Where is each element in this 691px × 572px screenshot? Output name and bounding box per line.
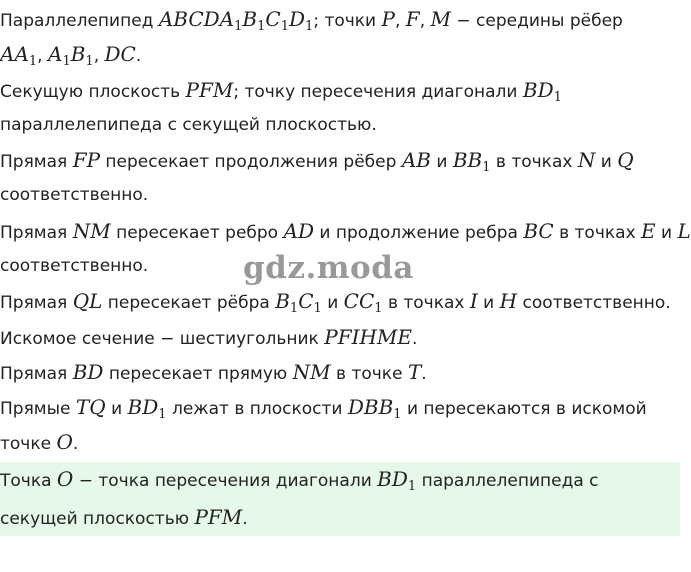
text-line — [0, 249, 148, 283]
math-symbol: QL — [72, 289, 103, 313]
math-symbol: L — [677, 219, 691, 243]
text-line — [0, 2, 623, 36]
math-symbol: PFIHME — [324, 325, 412, 349]
math-symbol: O — [56, 467, 74, 491]
math-symbol: $BB_1$ — [452, 148, 491, 175]
math-symbol: Q — [617, 148, 634, 172]
math-symbol: AB — [401, 148, 431, 172]
math-symbol: $B_1$ — [242, 7, 266, 34]
math-symbol: O — [56, 430, 73, 454]
math-symbol: $BD_1$ — [522, 78, 562, 105]
text-line — [0, 390, 647, 424]
text-line — [0, 355, 427, 389]
math-subscript: 1 — [482, 160, 491, 175]
math-subscript: 1 — [62, 54, 71, 69]
math-subscript: 1 — [313, 301, 322, 316]
text-line — [0, 73, 562, 107]
text-segment: . — [72, 434, 79, 454]
math-symbol: $BD_1$ — [377, 467, 417, 494]
text-segment: Прямая — [0, 223, 73, 243]
math-symbol: P — [381, 7, 395, 31]
text-line — [0, 37, 141, 71]
math-symbol: $ABCDA_1$ — [158, 7, 243, 34]
text-segment: и — [105, 399, 128, 419]
text-segment: и — [321, 293, 344, 313]
text-line — [0, 500, 248, 534]
text-segment: секущей плоскостью — [0, 509, 195, 529]
math-symbol: BC — [523, 219, 554, 243]
math-symbol: $CC_1$ — [343, 289, 383, 316]
text-line — [0, 284, 671, 318]
text-segment: в точках — [553, 223, 642, 243]
text-segment: пересекает ребро — [110, 223, 284, 243]
math-subscript: 1 — [289, 301, 299, 316]
text-line — [0, 108, 377, 142]
text-segment: точке — [0, 434, 57, 454]
text-segment: соответственно. — [0, 185, 149, 205]
text-segment: и — [477, 293, 500, 313]
text-segment: и — [655, 223, 678, 243]
math-subscript: 1 — [28, 54, 38, 69]
math-subscript: 1 — [407, 479, 417, 494]
math-subscript: 1 — [85, 54, 94, 69]
text-segment: Прямая — [0, 364, 73, 384]
math-subscript: 1 — [393, 407, 402, 422]
text-segment: ; точки — [313, 11, 382, 31]
math-subscript: 1 — [158, 407, 167, 422]
text-segment: Точка — [0, 471, 57, 491]
math-symbol: N — [577, 148, 596, 172]
math-symbol: DC — [104, 42, 136, 66]
math-symbol: F — [405, 7, 420, 31]
text-segment: Прямая — [0, 152, 73, 172]
text-segment: − точка пересечения диагонали — [73, 471, 378, 491]
math-symbol: AD — [283, 219, 314, 243]
math-subscript: 1 — [305, 19, 314, 34]
math-symbol: $AA_1$ — [0, 42, 38, 69]
text-segment: в точке — [330, 364, 408, 384]
math-symbol: PFM — [194, 505, 243, 529]
text-line — [0, 320, 417, 354]
math-symbol: $BD_1$ — [127, 395, 167, 422]
math-symbol: $B_1$ — [275, 289, 299, 316]
math-subscript: 1 — [257, 19, 266, 34]
text-segment: лежат в плоскости — [166, 399, 348, 419]
text-segment: параллелепипеда с — [416, 471, 599, 491]
text-line — [0, 462, 599, 496]
math-symbol: FP — [72, 148, 101, 172]
text-line — [0, 143, 634, 177]
math-subscript: 1 — [280, 19, 289, 34]
text-segment: и — [595, 152, 618, 172]
text-line — [0, 425, 78, 459]
text-segment: Прямая — [0, 293, 73, 313]
math-symbol: PFM — [185, 78, 234, 102]
math-subscript: 1 — [553, 90, 562, 105]
text-segment: пересекает рёбра — [102, 293, 276, 313]
math-symbol: H — [499, 289, 518, 313]
text-segment: параллелепипеда с секущей плоскостью. — [0, 115, 377, 135]
math-symbol: TQ — [75, 395, 106, 419]
text-segment: пересекает продолжения рёбер — [100, 152, 402, 172]
text-segment: и — [430, 152, 453, 172]
math-symbol: $C_1$ — [265, 7, 289, 34]
watermark: gdz.moda — [243, 250, 414, 286]
math-subscript: 1 — [374, 301, 383, 316]
text-segment: Секущую плоскость — [0, 82, 186, 102]
text-segment: , — [93, 46, 105, 66]
text-segment: , — [419, 11, 431, 31]
text-segment: пересекает прямую — [103, 364, 293, 384]
text-segment: в точках — [382, 293, 470, 313]
text-segment: . — [421, 364, 427, 384]
text-line — [0, 178, 148, 212]
text-segment: , — [394, 11, 406, 31]
math-symbol: BD — [72, 360, 104, 384]
math-symbol: $D_1$ — [288, 7, 314, 34]
text-segment: . — [412, 329, 418, 349]
text-segment: , — [37, 46, 48, 66]
text-segment: . — [242, 509, 248, 529]
math-symbol: M — [430, 7, 451, 31]
text-segment: ; точку пересечения диагонали — [233, 82, 523, 102]
text-line — [0, 214, 691, 248]
math-symbol: I — [469, 289, 478, 313]
text-segment: в точках — [490, 152, 578, 172]
text-segment: соответственно. — [0, 256, 149, 276]
math-symbol: NM — [72, 219, 111, 243]
text-segment: соответственно. — [517, 293, 671, 313]
text-segment: Искомое сечение − шестиугольник — [0, 329, 325, 349]
math-subscript: 1 — [234, 19, 243, 34]
math-symbol: $C_1$ — [298, 289, 322, 316]
math-symbol: $B_1$ — [70, 42, 94, 69]
text-segment: Параллелепипед — [0, 11, 159, 31]
text-segment: и пересекаются в искомой — [401, 399, 647, 419]
math-symbol: $DBB_1$ — [347, 395, 402, 422]
text-segment: . — [135, 46, 142, 66]
math-symbol: T — [407, 360, 422, 384]
math-symbol: NM — [292, 360, 331, 384]
math-symbol: $A_1$ — [47, 42, 71, 69]
text-segment: Прямые — [0, 399, 76, 419]
math-symbol: E — [641, 219, 656, 243]
text-segment: и продолжение ребра — [313, 223, 524, 243]
text-segment: − середины рёбер — [450, 11, 623, 31]
